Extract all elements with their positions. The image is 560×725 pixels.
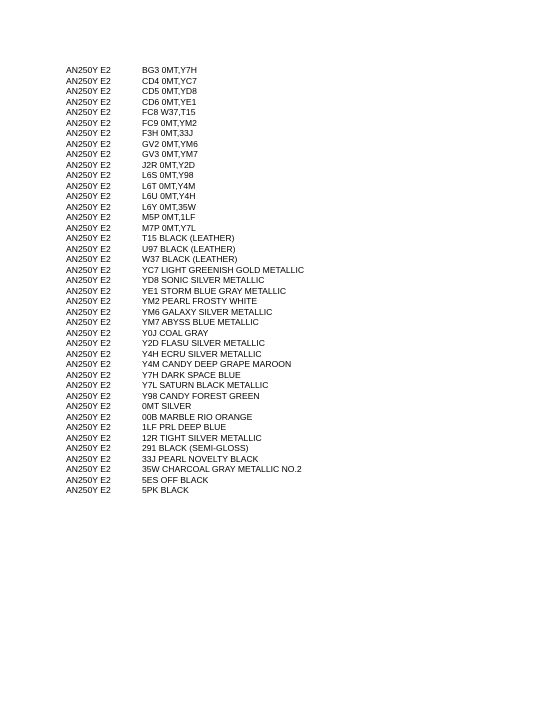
color-description: 33J PEARL NOVELTY BLACK xyxy=(142,453,259,464)
list-item xyxy=(66,464,486,475)
model-code: AN250Y E2 xyxy=(66,401,111,411)
model-code: AN250Y E2 xyxy=(66,138,111,149)
list-item xyxy=(66,223,486,234)
model-code: AN250Y E2 xyxy=(66,65,111,75)
color-description: 5ES OFF BLACK xyxy=(142,474,209,485)
list-item xyxy=(66,349,486,360)
list-item xyxy=(66,76,486,87)
color-description: YE1 STORM BLUE GRAY METALLIC xyxy=(142,285,287,296)
model-code: AN250Y E2 xyxy=(66,86,111,96)
model-code: AN250Y E2 xyxy=(66,422,111,432)
color-description: FC8 W37,T15 xyxy=(142,107,196,117)
list-item xyxy=(66,244,486,255)
color-description: U97 BLACK (LEATHER) xyxy=(142,243,236,254)
color-description: CD5 0MT,YD8 xyxy=(142,86,197,96)
color-description: Y2D FLASU SILVER METALLIC xyxy=(142,338,265,348)
color-description: FC9 0MT,YM2 xyxy=(142,117,197,128)
list-item xyxy=(66,422,486,433)
list-item xyxy=(66,328,486,339)
list-item xyxy=(66,359,486,370)
color-description: L6T 0MT,Y4M xyxy=(142,180,196,191)
color-description: M7P 0MT,Y7L xyxy=(142,222,196,233)
model-code: AN250Y E2 xyxy=(66,96,111,107)
model-code: AN250Y E2 xyxy=(66,464,111,474)
list-item xyxy=(66,275,486,286)
model-code: AN250Y E2 xyxy=(66,222,111,233)
color-description: 12R TIGHT SILVER METALLIC xyxy=(142,432,262,443)
list-item xyxy=(66,380,486,391)
color-description: CD6 0MT,YE1 xyxy=(142,96,197,107)
list-item xyxy=(66,454,486,465)
model-code: AN250Y E2 xyxy=(66,296,111,306)
list-item xyxy=(66,412,486,423)
list-item xyxy=(66,118,486,129)
color-description: YM2 PEARL FROSTY WHITE xyxy=(142,296,258,306)
list-item xyxy=(66,139,486,150)
list-item xyxy=(66,149,486,160)
color-description: CD4 0MT,YC7 xyxy=(142,75,197,86)
list-item xyxy=(66,475,486,486)
color-description: Y4H ECRU SILVER METALLIC xyxy=(142,348,262,359)
model-code: AN250Y E2 xyxy=(66,327,111,338)
color-description: Y7L SATURN BLACK METALLIC xyxy=(142,380,269,390)
color-description: 0MT SILVER xyxy=(142,401,192,411)
model-code: AN250Y E2 xyxy=(66,485,111,495)
model-code: AN250Y E2 xyxy=(66,233,111,243)
model-code: AN250Y E2 xyxy=(66,306,111,317)
model-code: AN250Y E2 xyxy=(66,107,111,117)
list-item xyxy=(66,181,486,192)
color-description: J2R 0MT,Y2D xyxy=(142,159,196,170)
list-item xyxy=(66,485,486,496)
list-item xyxy=(66,212,486,223)
color-description: M5P 0MT,1LF xyxy=(142,212,196,222)
model-code: AN250Y E2 xyxy=(66,149,111,159)
color-description: Y4M CANDY DEEP GRAPE MAROON xyxy=(142,359,292,369)
list-item xyxy=(66,433,486,444)
model-code: AN250Y E2 xyxy=(66,275,111,285)
model-code: AN250Y E2 xyxy=(66,191,111,201)
list-item xyxy=(66,338,486,349)
list-item xyxy=(66,317,486,328)
list-item xyxy=(66,86,486,97)
model-code: AN250Y E2 xyxy=(66,443,111,453)
color-description: YM6 GALAXY SILVER METALLIC xyxy=(142,306,273,317)
color-description: F3H 0MT,33J xyxy=(142,128,194,138)
color-description: W37 BLACK (LEATHER) xyxy=(142,254,238,264)
model-code: AN250Y E2 xyxy=(66,75,111,86)
model-code: AN250Y E2 xyxy=(66,159,111,170)
list-item xyxy=(66,65,486,76)
model-code: AN250Y E2 xyxy=(66,180,111,191)
list-item xyxy=(66,391,486,402)
color-description: L6U 0MT,Y4H xyxy=(142,191,196,201)
model-code: AN250Y E2 xyxy=(66,369,111,380)
model-code: AN250Y E2 xyxy=(66,264,111,275)
model-code: AN250Y E2 xyxy=(66,348,111,359)
list-item xyxy=(66,307,486,318)
list-item xyxy=(66,128,486,139)
list-item xyxy=(66,191,486,202)
model-code: AN250Y E2 xyxy=(66,212,111,222)
color-description: L6Y 0MT,35W xyxy=(142,201,196,212)
list-item xyxy=(66,443,486,454)
list-item xyxy=(66,107,486,118)
list-item xyxy=(66,286,486,297)
color-description: 291 BLACK (SEMI-GLOSS) xyxy=(142,443,249,453)
list-item xyxy=(66,265,486,276)
model-code: AN250Y E2 xyxy=(66,380,111,390)
model-code: AN250Y E2 xyxy=(66,359,111,369)
color-description: BG3 0MT,Y7H xyxy=(142,65,197,75)
color-description: 5PK BLACK xyxy=(142,485,189,495)
color-description: 1LF PRL DEEP BLUE xyxy=(142,422,227,432)
color-description: T15 BLACK (LEATHER) xyxy=(142,233,235,243)
color-description: L6S 0MT,Y98 xyxy=(142,170,194,180)
model-code: AN250Y E2 xyxy=(66,474,111,485)
model-code: AN250Y E2 xyxy=(66,128,111,138)
model-code: AN250Y E2 xyxy=(66,201,111,212)
list-item xyxy=(66,202,486,213)
model-code: AN250Y E2 xyxy=(66,285,111,296)
list-item xyxy=(66,296,486,307)
model-code: AN250Y E2 xyxy=(66,243,111,254)
color-description: YD8 SONIC SILVER METALLIC xyxy=(142,275,265,285)
list-item xyxy=(66,370,486,381)
list-item xyxy=(66,97,486,108)
color-description: Y98 CANDY FOREST GREEN xyxy=(142,390,260,401)
list-item xyxy=(66,160,486,171)
color-code-list xyxy=(66,65,486,496)
color-description: YC7 LIGHT GREENISH GOLD METALLIC xyxy=(142,264,305,275)
model-code: AN250Y E2 xyxy=(66,317,111,327)
model-code: AN250Y E2 xyxy=(66,432,111,443)
color-description: GV2 0MT,YM6 xyxy=(142,138,198,149)
color-description: Y7H DARK SPACE BLUE xyxy=(142,369,241,380)
color-description: 00B MARBLE RIO ORANGE xyxy=(142,411,253,422)
model-code: AN250Y E2 xyxy=(66,170,111,180)
list-item xyxy=(66,170,486,181)
model-code: AN250Y E2 xyxy=(66,390,111,401)
list-item xyxy=(66,401,486,412)
color-description: 35W CHARCOAL GRAY METALLIC NO.2 xyxy=(142,464,302,474)
color-description: YM7 ABYSS BLUE METALLIC xyxy=(142,317,259,327)
model-code: AN250Y E2 xyxy=(66,254,111,264)
list-item xyxy=(66,233,486,244)
model-code: AN250Y E2 xyxy=(66,117,111,128)
model-code: AN250Y E2 xyxy=(66,453,111,464)
color-description: Y0J COAL GRAY xyxy=(142,327,209,338)
model-code: AN250Y E2 xyxy=(66,411,111,422)
list-item xyxy=(66,254,486,265)
color-description: GV3 0MT,YM7 xyxy=(142,149,198,159)
model-code: AN250Y E2 xyxy=(66,338,111,348)
